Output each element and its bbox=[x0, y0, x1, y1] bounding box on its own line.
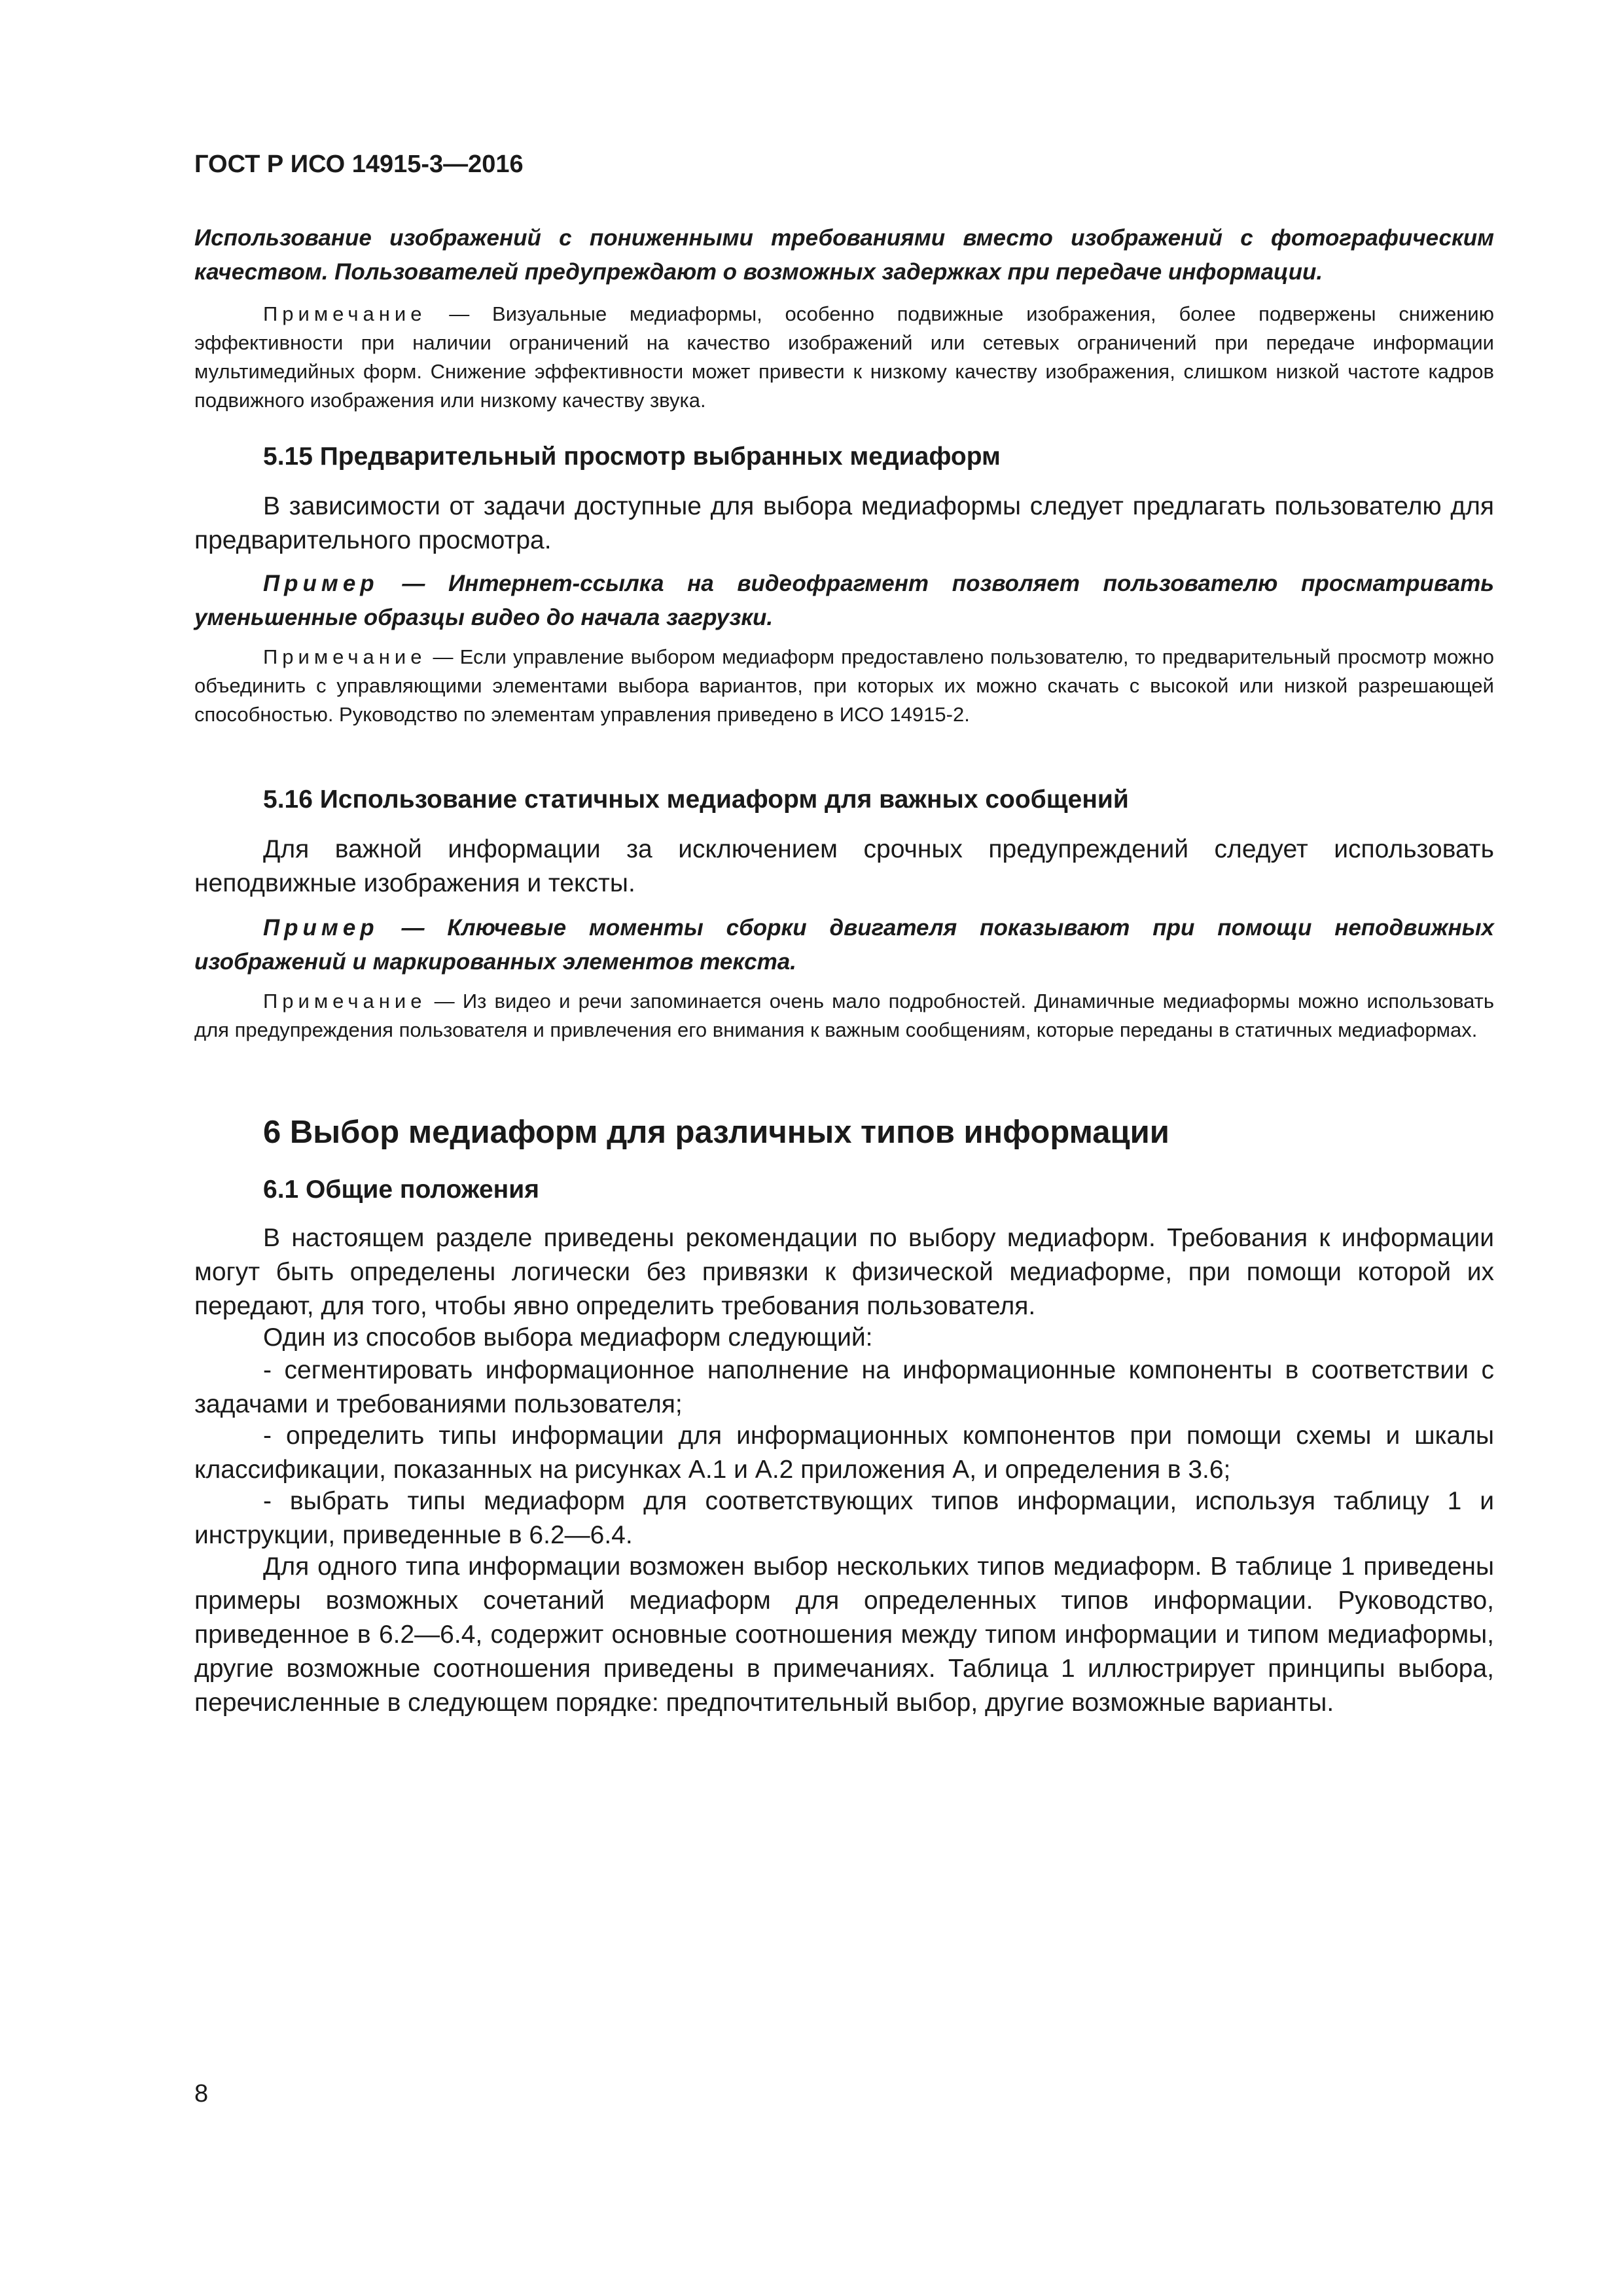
page-number: 8 bbox=[194, 2080, 209, 2108]
section-6-1-paragraph-2: Один из способов выбора медиаформ следующий: bbox=[263, 1323, 873, 1352]
section-5-16-example bbox=[194, 911, 1494, 979]
list-item-3: - выбрать типы медиаформ для соответствующих типов информации, используя таблицу 1 и инструкции, приведенные в 6.2—6.4. bbox=[194, 1487, 1494, 1549]
section-5-16-note bbox=[194, 987, 1494, 1045]
note-label: Примечание bbox=[263, 645, 427, 668]
example-text: — Ключевые моменты сборки двигателя показывают при помощи неподвижных изображений и маркированных элементов текста. bbox=[194, 915, 1494, 975]
list-item-1: - сегментировать информационное наполнение на информационные компоненты в соответствии с задачами и требованиями пользователя; bbox=[194, 1356, 1494, 1418]
example-label: Пример bbox=[263, 915, 379, 941]
note-text: — Если управление выбором медиаформ предоставлено пользователю, то предварительный просмотр можно объединить с управляющими элементами выбора вариантов, при которых их можно скачать с высокой или низкой разрешающей способностью. Руководство по элементам управления приведено в ИСО 14915-2. bbox=[194, 645, 1494, 726]
section-5-16-title: 5.16 Использование статичных медиаформ для важных сообщений bbox=[263, 785, 1129, 814]
intro-italic-paragraph: Использование изображений с пониженными требованиями вместо изображений с фотографическим качеством. Пользователей предупреждают о возможных задержках при передаче информации. bbox=[194, 225, 1494, 285]
section-5-16-body: Для важной информации за исключением срочных предупреждений следует использовать неподвижные изображения и тексты. bbox=[194, 835, 1494, 897]
note-label: Примечание bbox=[263, 990, 427, 1013]
section-5-15-example bbox=[194, 567, 1494, 635]
section-6-title: 6 Выбор медиаформ для различных типов информации bbox=[263, 1115, 1169, 1150]
note-text: — Визуальные медиаформы, особенно подвижные изображения, более подвержены снижению эффективности при наличии ограничений на качество изображений или сетевых ограничений при передаче информации мультимедийных форм. Снижение эффективности может привести к низкому качеству изображения, слишком низкой частоте кадров подвижного изображения или низкому качеству звука. bbox=[194, 302, 1494, 412]
example-text: — Интернет-ссылка на видеофрагмент позволяет пользователю просматривать уменьшенные образцы видео до начала загрузки. bbox=[194, 571, 1494, 630]
note-label: Примечание bbox=[263, 302, 427, 325]
note-text: — Из видео и речи запоминается очень мало подробностей. Динамичные медиаформы можно использовать для предупреждения пользователя и привлечения его внимания к важным сообщениям, которые переданы в статичных медиаформах. bbox=[194, 990, 1494, 1041]
section-5-15-title: 5.15 Предварительный просмотр выбранных медиаформ bbox=[263, 442, 1001, 471]
document-code-header: ГОСТ Р ИСО 14915-3—2016 bbox=[194, 151, 524, 178]
note-paragraph-1 bbox=[194, 300, 1494, 415]
section-6-1-title: 6.1 Общие положения bbox=[263, 1175, 539, 1204]
example-label: Пример bbox=[263, 571, 379, 596]
section-6-1-paragraph-3: Для одного типа информации возможен выбор нескольких типов медиаформ. В таблице 1 приведены примеры возможных сочетаний медиаформ для определенных типов информации. Руководство, приведенное в 6.2—6.4, содержит основные соотношения между типом информации и типом медиаформы, другие возможные соотношения приведены в примечаниях. Таблица 1 иллюстрирует принципы выбора, перечисленные в следующем порядке: предпочтительный выбор, другие возможные варианты. bbox=[194, 1552, 1494, 1717]
section-5-15-note bbox=[194, 643, 1494, 729]
list-item-2: - определить типы информации для информационных компонентов при помощи схемы и шкалы классификации, показанных на рисунках А.1 и А.2 приложения А, и определения в 3.6; bbox=[194, 1422, 1494, 1484]
section-5-15-body: В зависимости от задачи доступные для выбора медиаформы следует предлагать пользователю для предварительного просмотра. bbox=[194, 492, 1494, 554]
section-6-1-paragraph-1: В настоящем разделе приведены рекомендации по выбору медиаформ. Требования к информации могут быть определены логически без привязки к физической медиаформе, при помощи которой их передают, для того, чтобы явно определить требования пользователя. bbox=[194, 1224, 1494, 1320]
